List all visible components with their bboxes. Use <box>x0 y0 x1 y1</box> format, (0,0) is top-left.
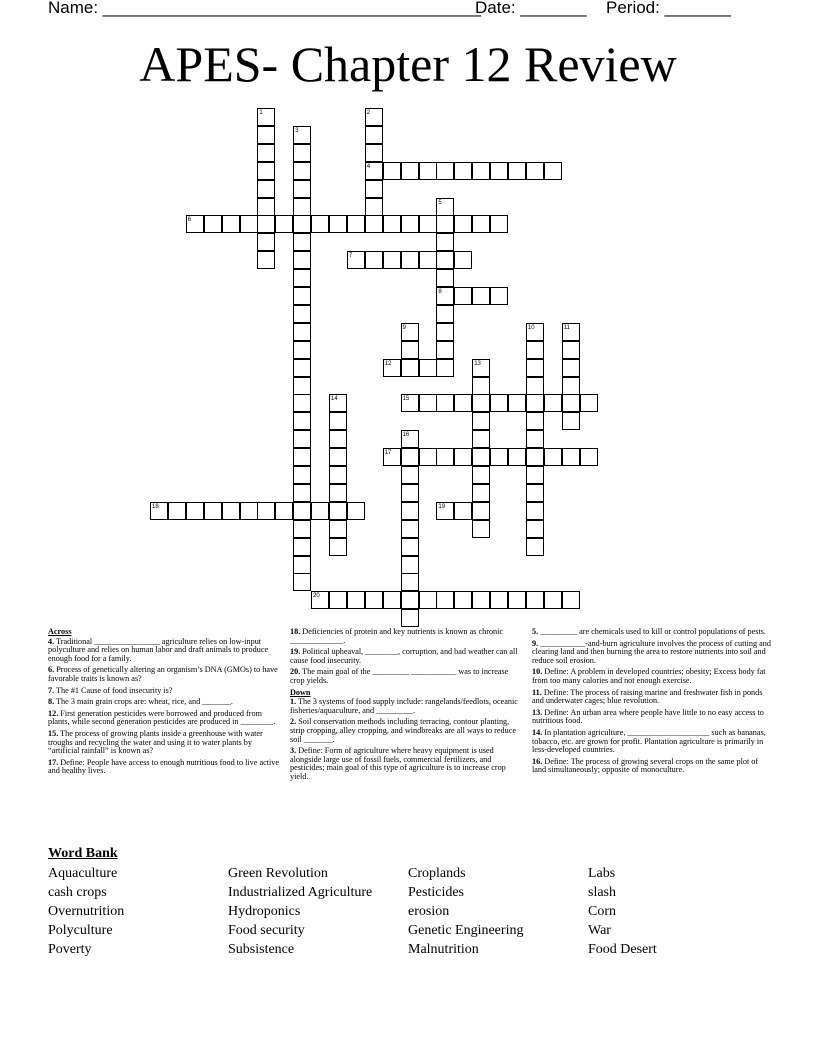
crossword-cell[interactable] <box>472 520 490 538</box>
word-bank-word: Food security <box>228 923 305 938</box>
crossword-cell[interactable] <box>436 162 454 180</box>
crossword-cell[interactable] <box>508 394 526 412</box>
crossword-cell[interactable] <box>293 538 311 556</box>
clue <box>290 718 520 744</box>
crossword-cell[interactable] <box>329 484 347 502</box>
crossword-cell[interactable] <box>436 215 454 233</box>
period-field[interactable]: Period: _______ <box>606 0 731 17</box>
crossword-cell[interactable] <box>472 448 490 466</box>
crossword-cell[interactable] <box>329 502 347 520</box>
crossword-cell[interactable] <box>204 215 222 233</box>
crossword-cell[interactable] <box>544 448 562 466</box>
crossword-cell[interactable] <box>257 198 275 216</box>
crossword-cell[interactable] <box>526 359 544 377</box>
crossword-cell[interactable] <box>401 359 419 377</box>
crossword-cell[interactable] <box>257 502 275 520</box>
crossword-cell[interactable] <box>562 448 580 466</box>
clue-text: Soil conservation methods including terracing, contour planting, strip cropping, alley cropping, and windbreaks are all ways to reduce soil _______. <box>290 717 516 744</box>
clue-num: 14. <box>532 727 543 737</box>
crossword-cell[interactable] <box>257 251 275 269</box>
clue-num: 12. <box>48 708 59 718</box>
crossword-cell[interactable] <box>419 359 437 377</box>
clue-number: 17 <box>384 450 392 457</box>
crossword-cell[interactable] <box>526 341 544 359</box>
clue-number: 12 <box>384 360 392 367</box>
crossword-cell[interactable] <box>436 323 454 341</box>
clue-number: 15 <box>402 396 410 403</box>
crossword-cell[interactable] <box>365 126 383 144</box>
crossword-cell[interactable] <box>526 502 544 520</box>
clue-num: 8. <box>48 697 55 707</box>
crossword-cell[interactable] <box>401 609 419 627</box>
clue-num: 2. <box>290 717 297 727</box>
clue-num: 13. <box>532 707 543 717</box>
crossword-cell[interactable] <box>526 591 544 609</box>
crossword-cell[interactable] <box>490 287 508 305</box>
crossword-cell[interactable] <box>454 162 472 180</box>
crossword-cell[interactable] <box>562 394 580 412</box>
crossword-cell[interactable] <box>508 448 526 466</box>
crossword-cell[interactable] <box>186 502 204 520</box>
crossword-cell[interactable] <box>293 394 311 412</box>
clue-number: 4 <box>366 163 371 170</box>
clue-number: 18 <box>152 503 159 510</box>
crossword-cell[interactable] <box>419 162 437 180</box>
crossword-cell[interactable] <box>311 215 329 233</box>
crossword-cell[interactable] <box>275 215 293 233</box>
crossword-cell[interactable] <box>472 591 490 609</box>
crossword-cell[interactable] <box>508 162 526 180</box>
crossword-cell[interactable] <box>365 144 383 162</box>
clue-number: 16 <box>402 432 410 439</box>
clues-column-1 <box>48 628 280 779</box>
clue <box>48 698 280 707</box>
clue-text: Deficiencies of protein and key nutrients is known as chronic _____________. <box>290 627 504 645</box>
crossword-cell[interactable] <box>275 502 293 520</box>
crossword-cell[interactable] <box>401 520 419 538</box>
crossword-cell[interactable] <box>257 180 275 198</box>
word-bank-word: cash crops <box>48 885 107 900</box>
crossword-cell[interactable] <box>365 251 383 269</box>
crossword-cell[interactable] <box>383 215 401 233</box>
crossword-cell[interactable] <box>383 591 401 609</box>
crossword-cell[interactable] <box>293 377 311 395</box>
crossword-cell[interactable] <box>490 162 508 180</box>
crossword-cell[interactable] <box>419 251 437 269</box>
crossword-cell[interactable] <box>293 466 311 484</box>
clue <box>48 687 280 696</box>
crossword-cell[interactable] <box>401 215 419 233</box>
clue-num: 19. <box>290 647 301 657</box>
crossword-cell[interactable] <box>526 430 544 448</box>
crossword-cell[interactable] <box>293 251 311 269</box>
clue-num: 17. <box>48 757 59 767</box>
crossword-cell[interactable] <box>240 502 258 520</box>
across-heading: Across <box>48 627 72 636</box>
crossword-cell[interactable] <box>222 215 240 233</box>
clue <box>532 758 772 775</box>
clue <box>48 666 280 683</box>
crossword-cell[interactable] <box>436 251 454 269</box>
crossword-cell[interactable] <box>329 591 347 609</box>
clue <box>532 668 772 685</box>
crossword-cell[interactable] <box>293 448 311 466</box>
crossword-cell[interactable] <box>293 162 311 180</box>
crossword-cell[interactable] <box>490 591 508 609</box>
crossword-cell[interactable] <box>347 591 365 609</box>
crossword-cell[interactable] <box>562 591 580 609</box>
clue-number: 10 <box>527 324 535 331</box>
clue-text: Define: A problem in developed countries; obesity; Excess body fat from too many calories and not enough exercise. <box>532 667 766 685</box>
clue-num: 10. <box>532 667 543 677</box>
crossword-cell[interactable] <box>293 323 311 341</box>
clue <box>290 628 520 645</box>
clue-number: 20 <box>313 593 320 600</box>
crossword-cell[interactable] <box>526 484 544 502</box>
crossword-cell[interactable] <box>526 394 544 412</box>
crossword-cell[interactable] <box>293 341 311 359</box>
clue-number: 8 <box>438 289 442 295</box>
clue-text: Define: Form of agriculture where heavy equipment is used alongside large use of fossil fuels, commercial fertilizers, and pesticides; main goal of this type of agriculture is to increase crop yield. <box>290 746 506 781</box>
word-bank-word: Genetic Engineering <box>408 923 524 938</box>
crossword-cell[interactable] <box>526 538 544 556</box>
crossword-cell[interactable] <box>472 287 490 305</box>
clue-text: Define: An urban area where people have little to no easy access to nutritious food. <box>532 707 764 726</box>
crossword-cell[interactable] <box>365 198 383 216</box>
word-bank-word: Industrialized Agriculture <box>228 885 373 900</box>
crossword-cell[interactable] <box>419 448 437 466</box>
crossword-cell[interactable] <box>293 144 311 162</box>
crossword-cell[interactable] <box>454 591 472 609</box>
clue-number: 1 <box>259 110 263 116</box>
crossword-cell[interactable] <box>329 520 347 538</box>
word-bank-word: Food Desert <box>588 942 657 957</box>
word-bank-word: Malnutrition <box>408 942 479 957</box>
crossword-cell[interactable] <box>526 466 544 484</box>
crossword-cell[interactable] <box>454 394 472 412</box>
word-bank-word: Hydroponics <box>228 904 301 919</box>
clue-num: 6. <box>48 665 55 675</box>
crossword-cell[interactable] <box>401 341 419 359</box>
clue-number: 11 <box>563 324 570 331</box>
clue-num: 7. <box>48 685 55 695</box>
crossword-cell[interactable] <box>293 233 311 251</box>
crossword-cell[interactable] <box>257 162 275 180</box>
clue-text: Traditional ________________ agriculture relies on low-input polyculture and relies on human labor and draft animals to produce enough food for a family. <box>48 636 269 663</box>
crossword-cell[interactable] <box>204 502 222 520</box>
crossword-cell[interactable] <box>454 215 472 233</box>
clue <box>532 628 772 637</box>
crossword-cell[interactable] <box>365 180 383 198</box>
word-bank-word: erosion <box>408 904 450 919</box>
crossword-cell[interactable] <box>472 466 490 484</box>
crossword-cell[interactable] <box>329 412 347 430</box>
word-bank-word: slash <box>588 885 616 900</box>
crossword-cell[interactable] <box>240 215 258 233</box>
clue-number: 5 <box>438 199 442 206</box>
clue-num: 11. <box>532 687 542 697</box>
crossword-cell[interactable] <box>293 180 311 198</box>
crossword-cell[interactable] <box>436 591 454 609</box>
word-bank-title: Word Bank <box>48 846 118 861</box>
crossword-cell[interactable] <box>472 377 490 395</box>
crossword-cell[interactable] <box>490 448 508 466</box>
clue-text: The 3 systems of food supply include: rangelands/feedlots, oceanic fisheries/aquaculture, and _________. <box>290 697 518 715</box>
crossword-cell[interactable] <box>257 126 275 144</box>
clue-text: Political upheaval, ________, corruption, and bad weather can all cause food insecurity. <box>290 647 518 665</box>
crossword-cell[interactable] <box>401 484 419 502</box>
crossword-cell[interactable] <box>401 556 419 574</box>
crossword-cell[interactable] <box>526 377 544 395</box>
clue <box>48 710 280 727</box>
clue-number: 13 <box>474 360 481 367</box>
crossword-cell[interactable] <box>454 287 472 305</box>
crossword-cell[interactable] <box>472 412 490 430</box>
clue <box>48 730 280 756</box>
clue-num: 4. <box>48 636 55 646</box>
clues-column-2 <box>290 628 520 785</box>
crossword-cell[interactable] <box>472 162 490 180</box>
crossword-cell[interactable] <box>401 251 419 269</box>
word-bank-word: Polyculture <box>48 923 113 938</box>
crossword-cell[interactable] <box>436 448 454 466</box>
crossword-cell[interactable] <box>472 430 490 448</box>
crossword-cell[interactable] <box>293 215 311 233</box>
crossword-cell[interactable] <box>544 394 562 412</box>
crossword-cell[interactable] <box>544 162 562 180</box>
word-bank-word: War <box>588 923 611 938</box>
word-bank-word: Poverty <box>48 942 92 957</box>
word-bank-word: Croplands <box>408 866 466 881</box>
crossword-cell[interactable] <box>293 502 311 520</box>
word-bank-word: Aquaculture <box>48 866 118 881</box>
crossword-cell[interactable] <box>257 233 275 251</box>
crossword-cell[interactable] <box>365 215 383 233</box>
crossword-cell[interactable] <box>257 215 275 233</box>
crossword-cell[interactable] <box>436 394 454 412</box>
crossword-cell[interactable] <box>401 591 419 609</box>
crossword-cell[interactable] <box>329 215 347 233</box>
clue-text: The 3 main grain crops are: wheat, rice, and _______. <box>54 697 233 707</box>
clue-text: The process of growing plants inside a greenhouse with water troughs and recycling the water and using it to water plants by “artificial rainfall” is known as? <box>48 728 263 756</box>
crossword-cell[interactable] <box>419 591 437 609</box>
crossword-cell[interactable] <box>293 287 311 305</box>
clue-number: 7 <box>348 253 353 260</box>
crossword-cell[interactable] <box>257 144 275 162</box>
crossword-cell[interactable] <box>329 538 347 556</box>
clue-text: Define: The process of raising marine and freshwater fish in ponds and underwater cages; blue revolution. <box>532 687 763 706</box>
clue <box>48 759 280 776</box>
clue <box>290 698 520 715</box>
clue <box>532 709 772 726</box>
clue-number: 19 <box>438 503 446 510</box>
crossword-cell[interactable] <box>436 269 454 287</box>
crossword-cell[interactable] <box>580 448 598 466</box>
clue-num: 20. <box>290 667 301 677</box>
clue <box>290 648 520 665</box>
word-bank-word: Subsistence <box>228 942 295 957</box>
clues-column-3 <box>532 628 772 778</box>
clue-number: 9 <box>402 324 406 331</box>
crossword-cell[interactable] <box>293 198 311 216</box>
crossword-cell[interactable] <box>329 448 347 466</box>
clue <box>532 689 772 706</box>
clue-num: 9. <box>532 638 539 648</box>
clue-text: First generation pesticides were borrowed and produced from plants, while second generation pesticides are produced in ________. <box>48 708 276 727</box>
crossword-cell[interactable] <box>347 502 365 520</box>
word-bank-word: Overnutrition <box>48 904 125 919</box>
clue-number: 14 <box>331 396 338 403</box>
crossword-cell[interactable] <box>472 215 490 233</box>
clue-text: Define: The process of growing several crops on the same plot of land simultaneously; opposite of monoculture. <box>532 756 759 775</box>
clue-text: The #1 Cause of food insecurity is? <box>54 685 173 695</box>
name-field[interactable]: Name: ________________________________________ <box>48 0 481 17</box>
crossword-cell[interactable] <box>562 341 580 359</box>
crossword-cell[interactable] <box>365 591 383 609</box>
clue-number: 3 <box>295 127 299 134</box>
clue-num: 3. <box>290 746 297 756</box>
crossword-cell[interactable] <box>293 573 311 591</box>
crossword-cell[interactable] <box>329 430 347 448</box>
crossword-cell[interactable] <box>454 448 472 466</box>
crossword-cell[interactable] <box>436 359 454 377</box>
crossword-cell[interactable] <box>329 466 347 484</box>
crossword-cell[interactable] <box>293 412 311 430</box>
crossword-cell[interactable] <box>293 520 311 538</box>
clue-num: 16. <box>532 756 543 766</box>
crossword-cell[interactable] <box>401 502 419 520</box>
clue-text: In plantation agriculture, ____________________ such as bananas, tobacco, etc. are grown for profit. Plantation agriculture is primarily in less-developed countries. <box>532 727 766 755</box>
crossword-cell[interactable] <box>419 394 437 412</box>
crossword-cell[interactable] <box>472 394 490 412</box>
crossword-cell[interactable] <box>580 394 598 412</box>
crossword-cell[interactable] <box>490 394 508 412</box>
clue-num: 18. <box>290 627 301 636</box>
clue-text: _________ are chemicals used to kill or control populations of pests. <box>538 627 766 636</box>
crossword-cell[interactable] <box>562 359 580 377</box>
crossword-cell[interactable] <box>526 520 544 538</box>
word-bank-word: Labs <box>588 866 616 881</box>
crossword-cell[interactable] <box>401 448 419 466</box>
crossword-cell[interactable] <box>383 251 401 269</box>
clue-number: 6 <box>187 217 192 224</box>
crossword-cell[interactable] <box>401 162 419 180</box>
clue <box>290 668 520 685</box>
crossword-cell[interactable] <box>454 502 472 520</box>
crossword-cell[interactable] <box>293 484 311 502</box>
clue <box>290 747 520 781</box>
crossword-cell[interactable] <box>472 484 490 502</box>
word-bank-word: Pesticides <box>408 885 464 900</box>
crossword-cell[interactable] <box>562 412 580 430</box>
clue <box>48 638 280 664</box>
crossword-cell[interactable] <box>168 502 186 520</box>
crossword-cell[interactable] <box>490 215 508 233</box>
crossword-cell[interactable] <box>526 448 544 466</box>
clue <box>532 640 772 666</box>
clue-num: 5. <box>532 627 539 636</box>
crossword-cell[interactable] <box>293 269 311 287</box>
clue-text: The main goal of the _________ ___________ was to increase crop yields. <box>290 667 509 685</box>
crossword-cell[interactable] <box>383 162 401 180</box>
crossword-cell[interactable] <box>544 591 562 609</box>
crossword-cell[interactable] <box>508 591 526 609</box>
date-field[interactable]: Date: _______ <box>475 0 587 17</box>
clue-num: 15. <box>48 728 59 738</box>
crossword-cell[interactable] <box>436 305 454 323</box>
clue-number: 2 <box>366 110 371 116</box>
word-bank-words <box>48 864 768 964</box>
crossword-cell[interactable] <box>526 412 544 430</box>
word-bank-word: Corn <box>588 904 616 919</box>
crossword-cell[interactable] <box>454 251 472 269</box>
crossword-cell[interactable] <box>472 502 490 520</box>
crossword-cell[interactable] <box>436 341 454 359</box>
crossword-cell[interactable] <box>293 359 311 377</box>
crossword-cell[interactable] <box>419 215 437 233</box>
crossword-cell[interactable] <box>347 215 365 233</box>
crossword-cell[interactable] <box>293 556 311 574</box>
crossword-cell[interactable] <box>526 162 544 180</box>
crossword-cell[interactable] <box>401 466 419 484</box>
crossword-cell[interactable] <box>311 502 329 520</box>
clue <box>532 729 772 755</box>
crossword-cell[interactable] <box>293 305 311 323</box>
clue-text: Define: People have access to enough nutritious food to live active and healthy lives. <box>48 757 280 776</box>
clue-text: ___________-and-burn agriculture involves the process of cutting and clearing land and then burning the area to restore nutrients into soil and reduce soil erosion. <box>532 638 771 665</box>
word-bank <box>48 846 768 964</box>
crossword-cell[interactable] <box>562 377 580 395</box>
clue-num: 1. <box>290 697 297 707</box>
clue-text: Process of genetically altering an organism’s DNA (GMOs) to have favorable traits is known as? <box>48 665 278 683</box>
crossword-cell[interactable] <box>401 573 419 591</box>
word-bank-word: Green Revolution <box>228 866 328 881</box>
crossword-cell[interactable] <box>222 502 240 520</box>
crossword-cell[interactable] <box>401 538 419 556</box>
crossword-cell[interactable] <box>293 430 311 448</box>
page-title: APES- Chapter 12 Review <box>139 36 677 92</box>
crossword-cell[interactable] <box>436 233 454 251</box>
down-heading: Down <box>290 687 311 697</box>
